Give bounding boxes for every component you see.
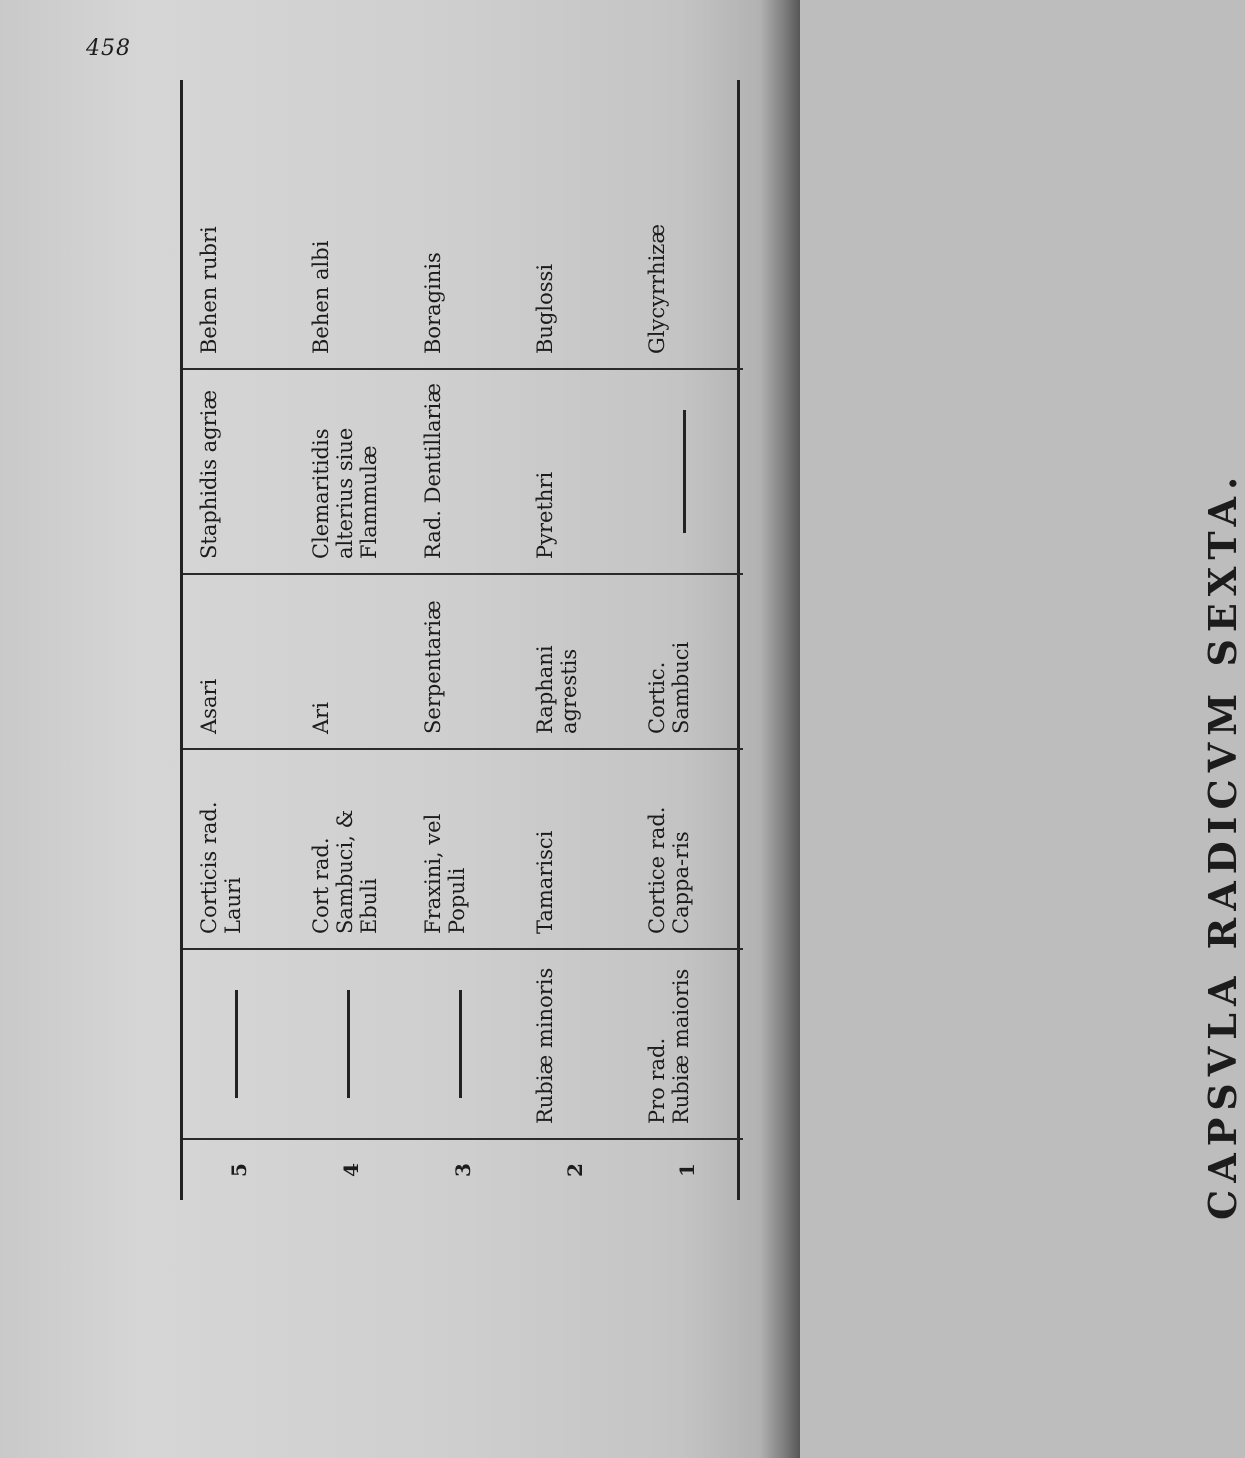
row-number: 3 (450, 1163, 475, 1177)
row-number: 5 (226, 1163, 251, 1177)
table-cell (183, 950, 295, 1140)
page-number: 458 (86, 36, 131, 61)
table-cell: Rubiæ minoris (519, 950, 631, 1140)
table-cell: Pro rad. Rubiæ maioris (631, 950, 743, 1140)
table-cell: Cortic. Sambuci (631, 575, 743, 750)
table-cell: Tamarisci (519, 750, 631, 950)
ditto-mark (459, 990, 462, 1098)
table-cell: Clemaritidis alterius siue Flammulæ (295, 370, 407, 575)
table-cell: Behen rubri (183, 80, 295, 370)
table-cell (295, 950, 407, 1140)
table-cell: Corticis rad. Lauri (183, 750, 295, 950)
rotated-table-wrapper (180, 80, 740, 1200)
table-cell: Pyrethri (519, 370, 631, 575)
row-number: 4 (338, 1163, 363, 1177)
book-spine-shadow (760, 0, 800, 1458)
table-cell: Serpentariæ (407, 575, 519, 750)
table-cell: Staphidis agriæ (183, 370, 295, 575)
page-title: CAPSVLA RADICVM SEXTA. (1200, 469, 1245, 1220)
row-number: 2 (562, 1163, 587, 1177)
table-cell: Glycyrrhizæ (631, 80, 743, 370)
ditto-mark (683, 410, 686, 533)
table-cell (407, 950, 519, 1140)
table-cell: Behen albi (295, 80, 407, 370)
table-cell: Cortice rad. Cappa-ris (631, 750, 743, 950)
table-cell: Ari (295, 575, 407, 750)
table-cell: Raphani agrestis (519, 575, 631, 750)
capsule-table (180, 80, 740, 1200)
table-cell (631, 370, 743, 575)
ditto-mark (347, 990, 350, 1098)
table-cell: Buglossi (519, 80, 631, 370)
table-cell: Asari (183, 575, 295, 750)
ditto-mark (235, 990, 238, 1098)
table-cell: Rad. Dentillariæ (407, 370, 519, 575)
table-cell: Boraginis (407, 80, 519, 370)
row-number: 1 (674, 1163, 699, 1177)
table-cell: Fraxini, vel Populi (407, 750, 519, 950)
table-cell: Cort rad. Sambuci, & Ebuli (295, 750, 407, 950)
